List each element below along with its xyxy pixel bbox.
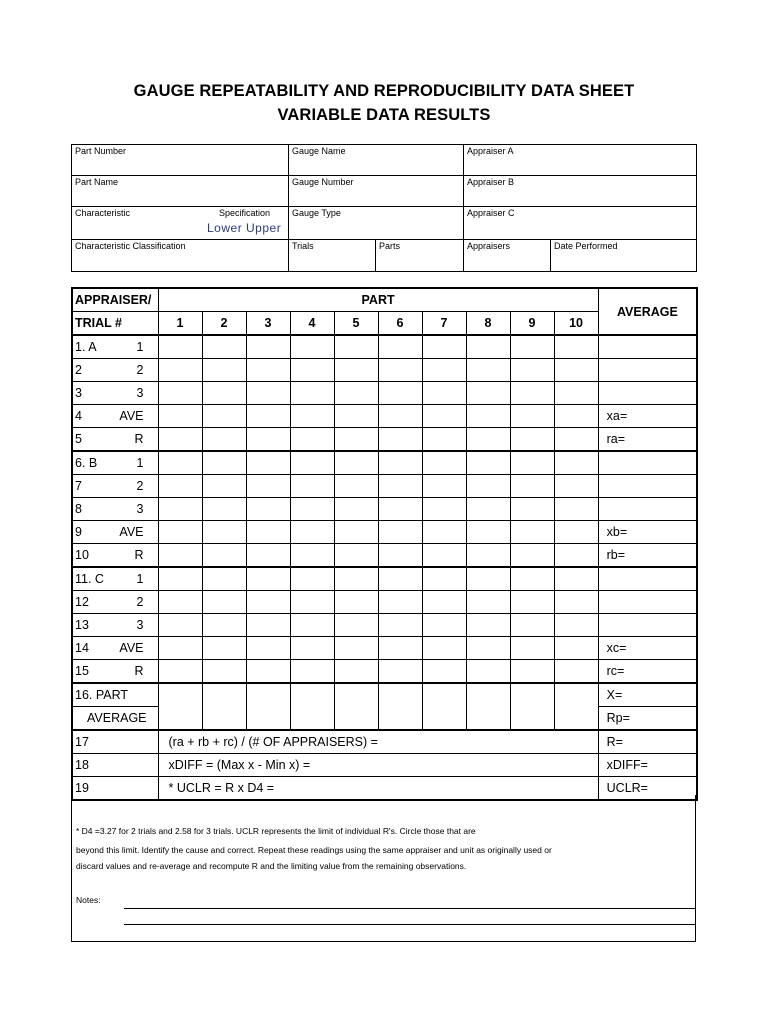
data-cell[interactable]	[510, 591, 554, 614]
data-cell[interactable]	[554, 335, 598, 359]
data-cell[interactable]	[378, 405, 422, 428]
part-number-field[interactable]: Part Number	[72, 145, 289, 176]
data-cell[interactable]	[510, 660, 554, 684]
data-cell[interactable]	[158, 567, 202, 591]
average-cell[interactable]: xb=	[598, 521, 697, 544]
formula-row-number: 19	[72, 777, 158, 801]
data-cell[interactable]	[334, 521, 378, 544]
specification-label: Specification	[219, 208, 271, 219]
data-cell[interactable]	[290, 359, 334, 382]
data-cell[interactable]	[466, 660, 510, 684]
measurement-grid	[71, 287, 698, 801]
data-cell[interactable]	[202, 660, 246, 684]
notes-label: Notes:	[76, 895, 101, 905]
data-cell[interactable]	[202, 567, 246, 591]
data-cell[interactable]	[378, 428, 422, 452]
row-label	[72, 359, 158, 382]
data-cell[interactable]	[510, 405, 554, 428]
data-cell[interactable]	[246, 405, 290, 428]
trial-label: 3	[136, 502, 144, 516]
data-cell[interactable]	[466, 335, 510, 359]
row-label	[72, 475, 158, 498]
part-number-4: 4	[290, 312, 334, 336]
table-row	[72, 567, 697, 591]
data-cell[interactable]	[334, 498, 378, 521]
part-number-2: 2	[202, 312, 246, 336]
data-cell[interactable]	[334, 637, 378, 660]
row-label	[72, 498, 158, 521]
data-cell[interactable]	[246, 591, 290, 614]
average-cell[interactable]	[598, 359, 697, 382]
trial-label: 3	[136, 386, 144, 400]
part-average-cell[interactable]	[158, 683, 202, 730]
appraisers-field[interactable]: Appraisers	[464, 239, 551, 271]
data-cell[interactable]	[554, 614, 598, 637]
data-cell[interactable]	[246, 521, 290, 544]
parts-field[interactable]: Parts	[376, 239, 464, 271]
data-cell[interactable]	[158, 660, 202, 684]
part-average-cell[interactable]	[246, 683, 290, 730]
data-cell[interactable]	[422, 475, 466, 498]
row-number: 4	[75, 409, 82, 423]
row-label	[72, 567, 158, 591]
part-average-cell[interactable]	[202, 683, 246, 730]
table-row	[72, 335, 697, 359]
data-cell[interactable]	[290, 428, 334, 452]
average-cell[interactable]	[598, 567, 697, 591]
sheet-title: GAUGE REPEATABILITY AND REPRODUCIBILITY DATA SHEET	[133, 82, 635, 100]
data-cell[interactable]	[510, 614, 554, 637]
average-cell[interactable]: rc=	[598, 660, 697, 684]
gauge-number-field[interactable]: Gauge Number	[289, 176, 464, 207]
data-cell[interactable]	[554, 521, 598, 544]
data-cell[interactable]	[378, 637, 422, 660]
row-number: 1. A	[75, 340, 97, 354]
data-cell[interactable]	[202, 591, 246, 614]
row-label	[72, 637, 158, 660]
data-cell[interactable]	[290, 660, 334, 684]
data-cell[interactable]	[246, 428, 290, 452]
data-cell[interactable]	[466, 405, 510, 428]
row-label	[72, 591, 158, 614]
data-cell[interactable]	[378, 567, 422, 591]
data-cell[interactable]	[246, 382, 290, 405]
data-cell[interactable]	[510, 498, 554, 521]
formula-result-cell[interactable]: xDIFF=	[598, 754, 697, 777]
char-class-field[interactable]: Characteristic Classification	[72, 239, 289, 271]
data-cell[interactable]	[158, 405, 202, 428]
part-number-5: 5	[334, 312, 378, 336]
data-cell[interactable]	[334, 451, 378, 475]
data-cell[interactable]	[422, 451, 466, 475]
data-cell[interactable]	[290, 544, 334, 568]
appraiser-c-field[interactable]: Appraiser C	[464, 207, 697, 239]
data-cell[interactable]	[466, 451, 510, 475]
data-cell[interactable]	[158, 637, 202, 660]
data-cell[interactable]	[554, 660, 598, 684]
data-cell[interactable]	[466, 382, 510, 405]
trial-label: 2	[136, 479, 144, 493]
part-number-1: 1	[158, 312, 202, 336]
part-average-cell[interactable]	[422, 683, 466, 730]
data-cell[interactable]	[246, 335, 290, 359]
row-number: 7	[75, 479, 82, 493]
data-cell[interactable]	[246, 498, 290, 521]
data-cell[interactable]	[246, 359, 290, 382]
data-cell[interactable]	[510, 335, 554, 359]
data-cell[interactable]	[466, 521, 510, 544]
data-cell[interactable]	[378, 359, 422, 382]
data-cell[interactable]	[246, 614, 290, 637]
data-cell[interactable]	[422, 428, 466, 452]
data-cell[interactable]	[422, 359, 466, 382]
data-cell[interactable]	[290, 498, 334, 521]
data-cell[interactable]	[290, 567, 334, 591]
average-cell[interactable]: ra=	[598, 428, 697, 452]
data-cell[interactable]	[422, 591, 466, 614]
table-row	[72, 521, 697, 544]
data-cell[interactable]	[202, 637, 246, 660]
row-label	[72, 382, 158, 405]
formula-row-17	[72, 730, 697, 754]
data-cell[interactable]	[422, 637, 466, 660]
data-cell[interactable]	[466, 637, 510, 660]
data-cell[interactable]	[202, 498, 246, 521]
table-row	[72, 382, 697, 405]
row-number: 3	[75, 386, 82, 400]
part-number-3: 3	[246, 312, 290, 336]
row-number: 2	[75, 363, 82, 377]
data-cell[interactable]	[422, 544, 466, 568]
data-cell[interactable]	[334, 405, 378, 428]
data-cell[interactable]	[510, 637, 554, 660]
average-header: AVERAGE	[598, 288, 697, 335]
row-number: 9	[75, 525, 82, 539]
sheet-subtitle: VARIABLE DATA RESULTS	[277, 106, 491, 124]
data-cell[interactable]	[378, 382, 422, 405]
col-trial-header: TRIAL #	[72, 312, 158, 336]
data-cell[interactable]	[422, 660, 466, 684]
data-cell[interactable]	[554, 359, 598, 382]
data-cell[interactable]	[334, 359, 378, 382]
data-cell[interactable]	[290, 451, 334, 475]
data-cell[interactable]	[334, 382, 378, 405]
average-cell[interactable]	[598, 475, 697, 498]
table-row	[72, 544, 697, 568]
formula-text: xDIFF = (Max x - Min x) =	[158, 754, 598, 777]
part-number-9: 9	[510, 312, 554, 336]
data-cell[interactable]	[246, 475, 290, 498]
data-cell[interactable]	[422, 614, 466, 637]
row-label	[72, 544, 158, 568]
data-cell[interactable]	[422, 335, 466, 359]
data-cell[interactable]	[378, 660, 422, 684]
data-cell[interactable]	[246, 544, 290, 568]
data-cell[interactable]	[202, 544, 246, 568]
table-row	[72, 498, 697, 521]
row-label	[72, 521, 158, 544]
formula-result-cell[interactable]: R=	[598, 730, 697, 754]
row-number: 6. B	[75, 456, 98, 470]
part-number-10: 10	[554, 312, 598, 336]
header-info-table	[71, 144, 697, 272]
data-cell[interactable]	[158, 382, 202, 405]
notes-line-1[interactable]	[124, 908, 696, 909]
data-cell[interactable]	[290, 382, 334, 405]
table-row	[72, 405, 697, 428]
data-cell[interactable]	[554, 405, 598, 428]
row-number: 10	[75, 548, 89, 562]
data-cell[interactable]	[554, 475, 598, 498]
data-cell[interactable]	[334, 614, 378, 637]
data-cell[interactable]	[334, 567, 378, 591]
data-cell[interactable]	[466, 544, 510, 568]
data-cell[interactable]	[202, 614, 246, 637]
data-cell[interactable]	[290, 405, 334, 428]
data-cell[interactable]	[554, 498, 598, 521]
part-number-6: 6	[378, 312, 422, 336]
part-average-cell[interactable]	[466, 683, 510, 730]
data-cell[interactable]	[378, 614, 422, 637]
row-number: 11. C	[75, 572, 104, 586]
data-cell[interactable]	[246, 637, 290, 660]
part-average-label-2: AVERAGE	[72, 707, 158, 731]
data-cell[interactable]	[202, 405, 246, 428]
data-cell[interactable]	[378, 335, 422, 359]
data-cell[interactable]	[554, 544, 598, 568]
formula-text: * UCLR = R x D4 =	[158, 777, 598, 801]
part-average-cell[interactable]	[554, 683, 598, 730]
table-row	[72, 591, 697, 614]
row-number: 15	[75, 664, 89, 678]
part-name-field[interactable]: Part Name	[72, 176, 289, 207]
data-cell[interactable]	[290, 335, 334, 359]
table-row	[72, 614, 697, 637]
data-cell[interactable]	[510, 359, 554, 382]
data-cell[interactable]	[510, 475, 554, 498]
average-cell[interactable]	[598, 451, 697, 475]
characteristic-field[interactable]: Characteristic Specification Lower Upper	[72, 207, 289, 239]
trial-label: R	[134, 432, 144, 446]
row-label	[72, 451, 158, 475]
trial-label: 2	[136, 363, 144, 377]
data-cell[interactable]	[202, 382, 246, 405]
data-cell[interactable]	[510, 428, 554, 452]
data-cell[interactable]	[378, 544, 422, 568]
formula-result-cell[interactable]: UCLR=	[598, 777, 697, 801]
data-cell[interactable]	[466, 567, 510, 591]
rp-cell[interactable]: Rp=	[598, 707, 697, 731]
table-row	[72, 451, 697, 475]
footnote-line-3: discard values and re-average and recompute R and the limiting value from the remaining observations.	[76, 861, 467, 871]
formula-row-number: 18	[72, 754, 158, 777]
data-cell[interactable]	[158, 498, 202, 521]
row-label	[72, 335, 158, 359]
trial-label: 1	[136, 572, 144, 586]
data-cell[interactable]	[334, 428, 378, 452]
average-cell[interactable]	[598, 498, 697, 521]
data-cell[interactable]	[466, 475, 510, 498]
trial-label: 1	[136, 340, 144, 354]
row-label	[72, 614, 158, 637]
row-number: 5	[75, 432, 82, 446]
data-cell[interactable]	[554, 591, 598, 614]
part-average-label: 16. PART	[72, 683, 158, 707]
data-cell[interactable]	[202, 521, 246, 544]
data-cell[interactable]	[422, 567, 466, 591]
footnote-block	[71, 795, 696, 942]
row-label	[72, 660, 158, 684]
data-cell[interactable]	[334, 475, 378, 498]
trial-label: 3	[136, 618, 144, 632]
formula-text: (ra + rb + rc) / (# OF APPRAISERS) =	[158, 730, 598, 754]
x-bar-cell[interactable]: X=	[598, 683, 697, 707]
trial-label: 1	[136, 456, 144, 470]
part-average-cell[interactable]	[334, 683, 378, 730]
data-cell[interactable]	[158, 475, 202, 498]
data-cell[interactable]	[466, 359, 510, 382]
row-number: 8	[75, 502, 82, 516]
footnote-line-2: beyond this limit. Identify the cause and correct. Repeat these readings using the same appraiser and unit as originally used or	[76, 845, 552, 855]
data-cell[interactable]	[202, 451, 246, 475]
trial-label: R	[134, 548, 144, 562]
data-cell[interactable]	[290, 475, 334, 498]
data-cell[interactable]	[290, 591, 334, 614]
row-label	[72, 428, 158, 452]
part-header: PART	[158, 288, 598, 312]
average-cell[interactable]: rb=	[598, 544, 697, 568]
part-average-cell[interactable]	[378, 683, 422, 730]
data-cell[interactable]	[422, 405, 466, 428]
average-cell[interactable]: xa=	[598, 405, 697, 428]
data-cell[interactable]	[158, 359, 202, 382]
average-cell[interactable]	[598, 335, 697, 359]
data-cell[interactable]	[246, 660, 290, 684]
data-cell[interactable]	[422, 521, 466, 544]
average-cell[interactable]	[598, 614, 697, 637]
appraiser-a-field[interactable]: Appraiser A	[464, 145, 697, 176]
average-cell[interactable]	[598, 591, 697, 614]
table-row	[72, 475, 697, 498]
table-row	[72, 428, 697, 452]
data-cell[interactable]	[466, 591, 510, 614]
part-average-cell[interactable]	[510, 683, 554, 730]
col-appraiser-header: APPRAISER/	[72, 288, 158, 312]
footnote-line-1: * D4 =3.27 for 2 trials and 2.58 for 3 trials. UCLR represents the limit of individual R's. Circle those that are	[76, 826, 476, 836]
data-cell[interactable]	[290, 614, 334, 637]
part-number-8: 8	[466, 312, 510, 336]
data-cell[interactable]	[202, 359, 246, 382]
data-cell[interactable]	[202, 335, 246, 359]
gauge-name-field[interactable]: Gauge Name	[289, 145, 464, 176]
part-average-cell[interactable]	[290, 683, 334, 730]
data-cell[interactable]	[202, 428, 246, 452]
data-cell[interactable]	[290, 637, 334, 660]
data-cell[interactable]	[378, 498, 422, 521]
data-cell[interactable]	[246, 567, 290, 591]
data-cell[interactable]	[510, 451, 554, 475]
data-cell[interactable]	[158, 521, 202, 544]
formula-row-number: 17	[72, 730, 158, 754]
average-cell[interactable]: xc=	[598, 637, 697, 660]
data-cell[interactable]	[334, 591, 378, 614]
data-cell[interactable]	[510, 382, 554, 405]
part-number-7: 7	[422, 312, 466, 336]
data-cell[interactable]	[158, 591, 202, 614]
data-cell[interactable]	[554, 637, 598, 660]
data-cell[interactable]	[378, 451, 422, 475]
data-cell[interactable]	[158, 614, 202, 637]
data-cell[interactable]	[554, 567, 598, 591]
part-average-row	[72, 683, 697, 707]
trials-field[interactable]: Trials	[289, 239, 376, 271]
data-cell[interactable]	[158, 451, 202, 475]
gauge-type-field[interactable]: Gauge Type	[289, 207, 464, 239]
data-cell[interactable]	[378, 591, 422, 614]
appraiser-b-field[interactable]: Appraiser B	[464, 176, 697, 207]
formula-row-18	[72, 754, 697, 777]
table-row	[72, 660, 697, 684]
row-number: 12	[75, 595, 89, 609]
data-cell[interactable]	[510, 544, 554, 568]
data-cell[interactable]	[158, 428, 202, 452]
row-number: 13	[75, 618, 89, 632]
data-cell[interactable]	[422, 498, 466, 521]
trial-label: 2	[136, 595, 144, 609]
data-cell[interactable]	[378, 475, 422, 498]
table-row	[72, 359, 697, 382]
data-cell[interactable]	[466, 498, 510, 521]
data-cell[interactable]	[554, 451, 598, 475]
data-cell[interactable]	[246, 451, 290, 475]
data-cell[interactable]	[158, 335, 202, 359]
data-cell[interactable]	[334, 660, 378, 684]
row-label	[72, 405, 158, 428]
data-cell[interactable]	[158, 544, 202, 568]
data-cell[interactable]	[510, 567, 554, 591]
data-cell[interactable]	[510, 521, 554, 544]
trial-label: AVE	[119, 525, 144, 539]
data-cell[interactable]	[466, 614, 510, 637]
trial-label: AVE	[119, 409, 144, 423]
data-cell[interactable]	[290, 521, 334, 544]
trial-label: AVE	[119, 641, 144, 655]
data-cell[interactable]	[334, 544, 378, 568]
date-performed-field[interactable]: Date Performed	[551, 239, 697, 271]
data-cell[interactable]	[422, 382, 466, 405]
data-cell[interactable]	[554, 382, 598, 405]
average-cell[interactable]	[598, 382, 697, 405]
data-cell[interactable]	[334, 335, 378, 359]
data-cell[interactable]	[466, 428, 510, 452]
notes-line-2[interactable]	[124, 924, 696, 925]
row-number: 14	[75, 641, 89, 655]
spec-limits: Lower Upper	[207, 221, 282, 236]
table-row	[72, 637, 697, 660]
data-cell[interactable]	[202, 475, 246, 498]
data-cell[interactable]	[554, 428, 598, 452]
trial-label: R	[134, 664, 144, 678]
data-cell[interactable]	[378, 521, 422, 544]
